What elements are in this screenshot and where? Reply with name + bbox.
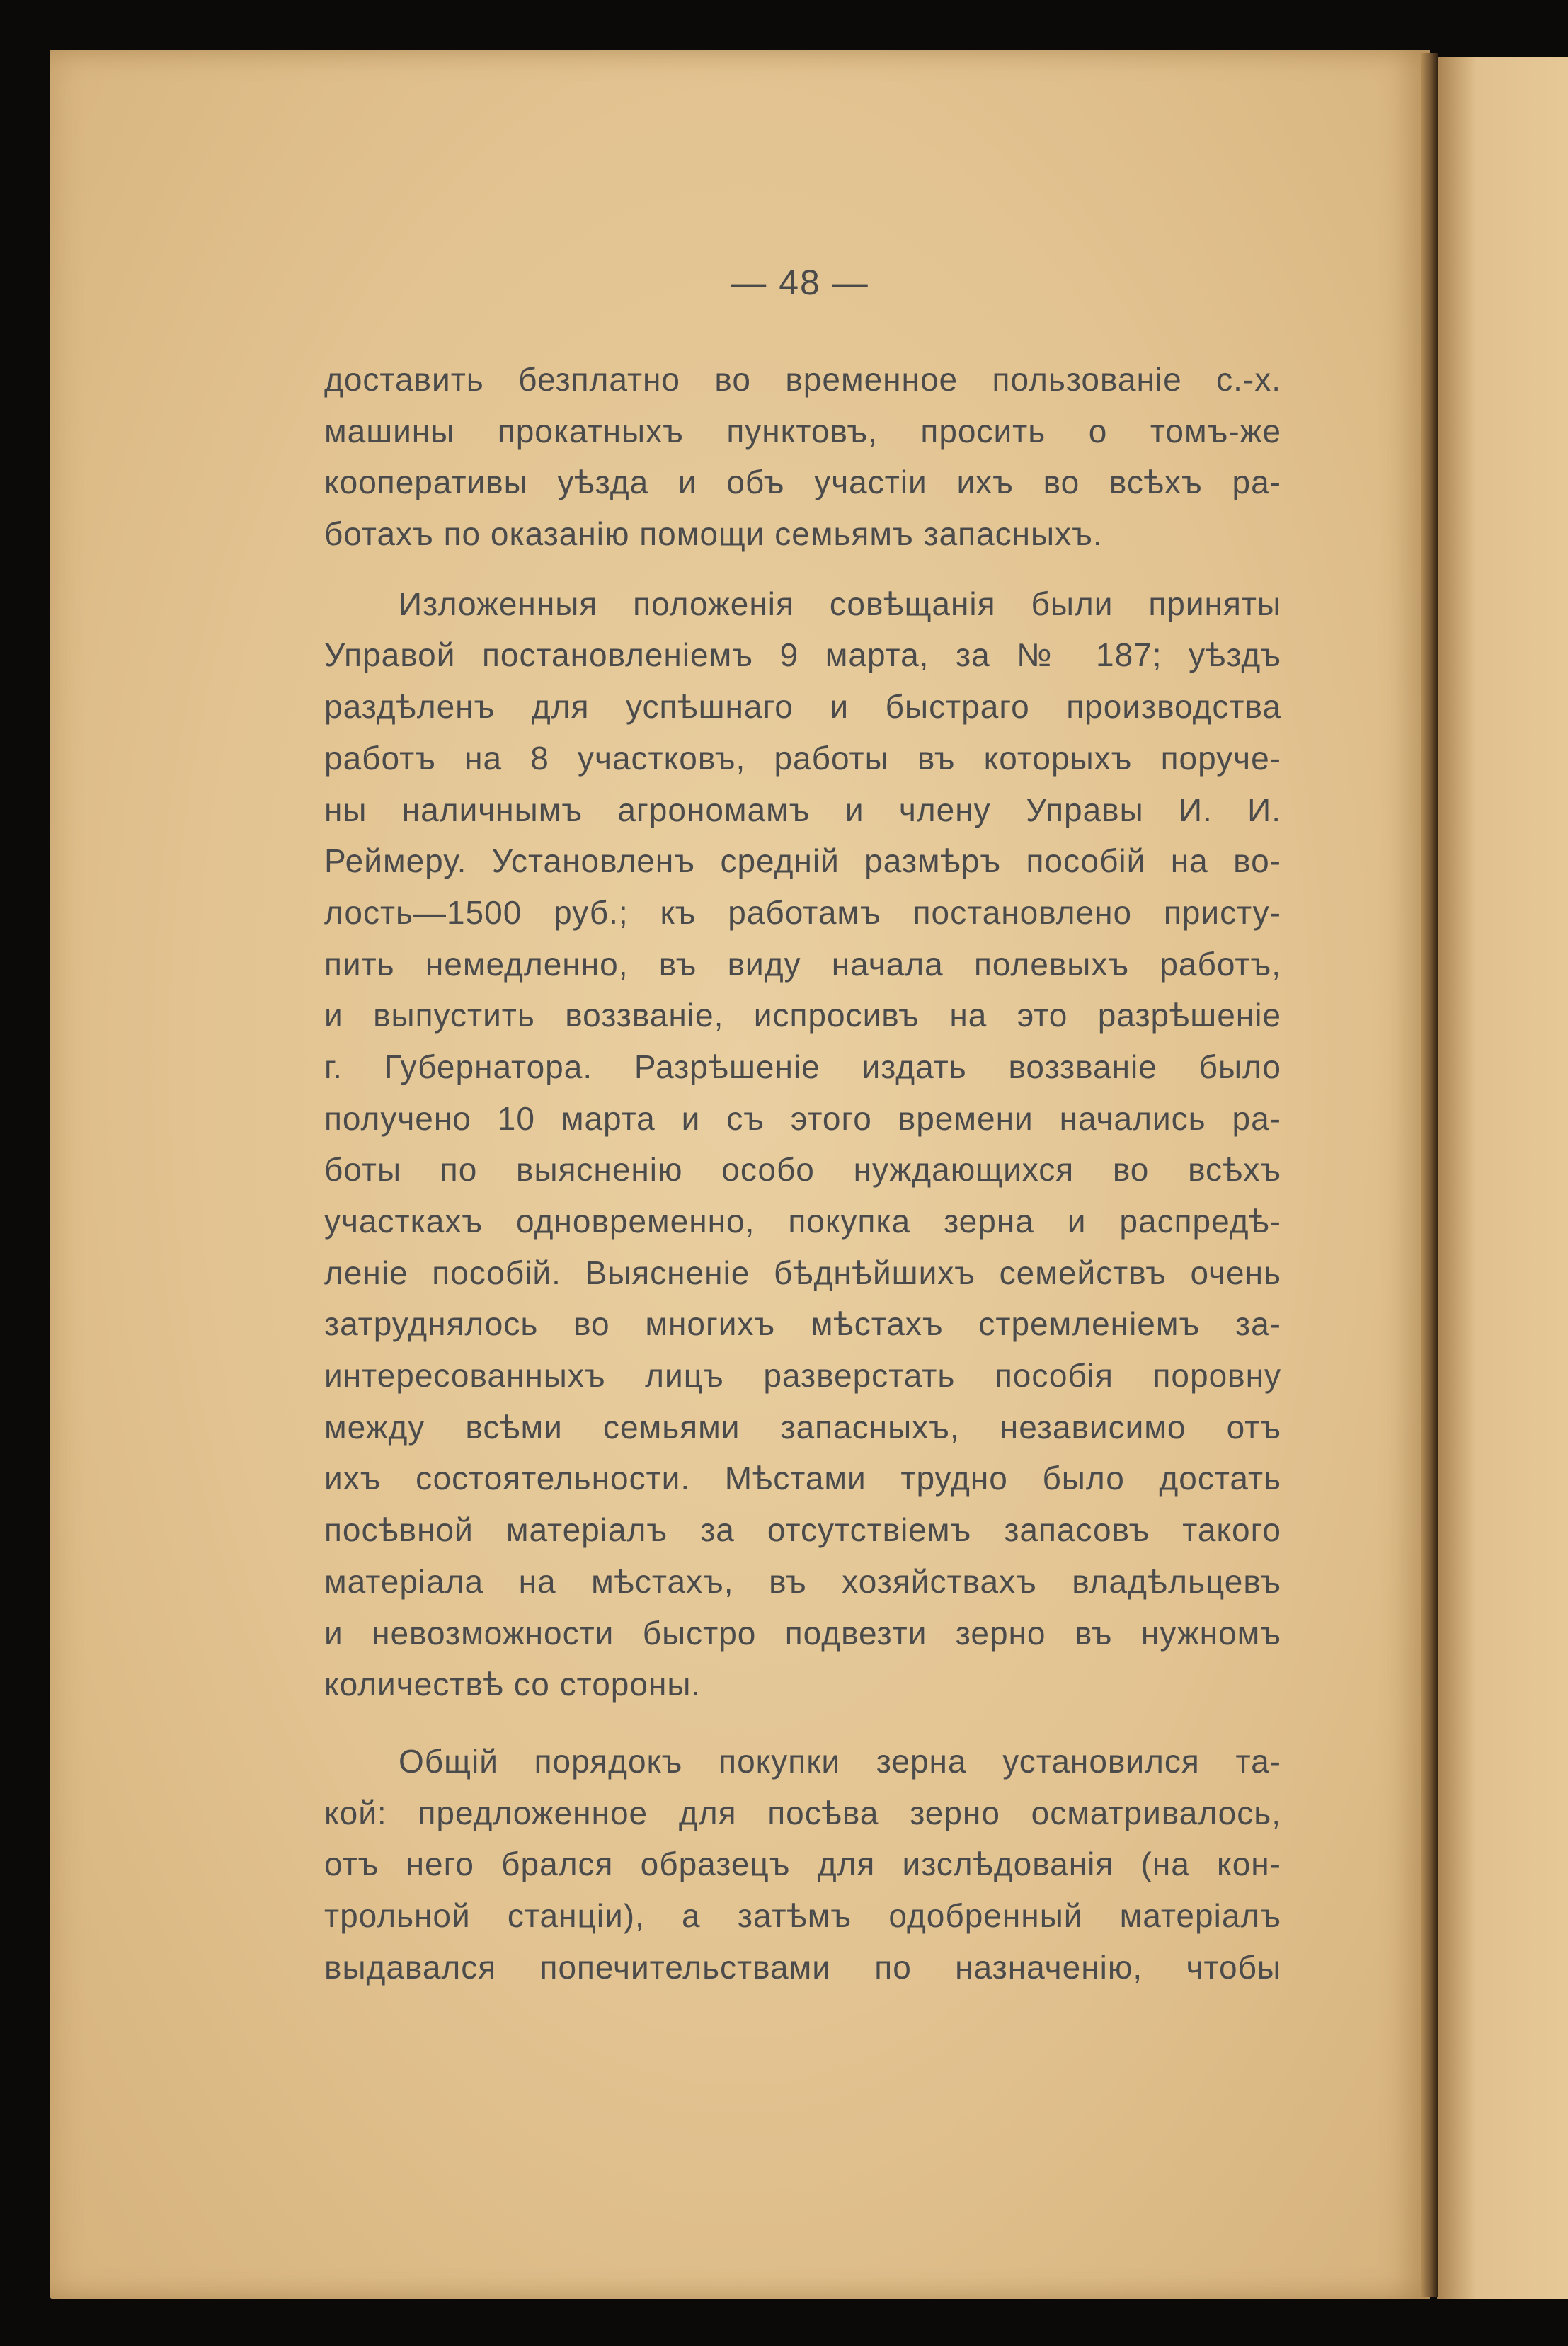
text-line: посѣвной матеріалъ за отсутствіемъ запасовъ такого xyxy=(324,1511,1281,1549)
text-line: трольной станціи), а затѣмъ одобренный матеріалъ xyxy=(324,1896,1281,1934)
page-gutter-shadow xyxy=(1421,53,1438,2297)
text-line: количествѣ со стороны. xyxy=(324,1666,702,1703)
paragraph-2 xyxy=(324,578,1281,1710)
text-line: леніе пособій. Выясненіе бѣднѣйшихъ семействъ очень xyxy=(324,1254,1281,1291)
page-number: — 48 — xyxy=(731,263,869,302)
text-line: и невозможности быстро подвезти зерно въ нужномъ xyxy=(324,1614,1281,1652)
text-line: пить немедленно, въ виду начала полевыхъ работъ, xyxy=(324,945,1281,983)
text-line: боты по выясненію особо нуждающихся во всѣхъ xyxy=(324,1151,1281,1189)
text-line: машины прокатныхъ пунктовъ, просить о томъ-же xyxy=(324,412,1281,450)
text-line: доставить безплатно во временное пользованіе с.-х. xyxy=(324,361,1281,398)
text-line: г. Губернатора. Разрѣшеніе издать воззваніе было xyxy=(324,1048,1281,1085)
next-page-edge xyxy=(1437,57,1568,2299)
text-line: лость—1500 руб.; къ работамъ постановлено присту- xyxy=(324,893,1281,931)
text-line: матеріала на мѣстахъ, въ хозяйствахъ владѣльцевъ xyxy=(324,1562,1281,1600)
text-line: Управой постановленіемъ 9 марта, за № 187; уѣздъ xyxy=(324,636,1281,674)
text-line: между всѣми семьями запасныхъ, независимо отъ xyxy=(324,1408,1281,1446)
body-text xyxy=(324,354,1281,1993)
text-line: затруднялось во многихъ мѣстахъ стремленіемъ за- xyxy=(324,1305,1281,1343)
text-line: Реймеру. Установленъ средній размѣръ пособій на во- xyxy=(324,842,1281,880)
text-line: и выпустить воззваніе, испросивъ на это разрѣшеніе xyxy=(324,997,1281,1034)
text-line: Изложенныя положенія совѣщанія были приняты xyxy=(399,585,1281,622)
text-line: отъ него брался образецъ для изслѣдованія (на кон- xyxy=(324,1846,1281,1883)
text-line: выдавался попечительствами по назначенію, чтобы xyxy=(324,1948,1281,1986)
text-line: кооперативы уѣзда и объ участіи ихъ во всѣхъ ра- xyxy=(324,464,1281,501)
text-line: раздѣленъ для успѣшнаго и быстраго производства xyxy=(324,688,1281,726)
text-line: работъ на 8 участковъ, работы въ которыхъ поруче- xyxy=(324,739,1281,777)
text-line: интересованныхъ лицъ разверстать пособія поровну xyxy=(324,1357,1281,1395)
text-line: ботахъ по оказанію помощи семьямъ запасныхъ. xyxy=(324,515,1103,553)
text-line: Общій порядокъ покупки зерна установился та- xyxy=(399,1742,1281,1780)
paragraph-1 xyxy=(324,354,1281,560)
text-line: участкахъ одновременно, покупка зерна и распредѣ- xyxy=(324,1203,1281,1240)
text-line: ны наличнымъ агрономамъ и члену Управы И. И. xyxy=(324,791,1281,828)
text-line: получено 10 марта и съ этого времени начались ра- xyxy=(324,1099,1281,1137)
paragraph-3 xyxy=(324,1736,1281,1993)
text-line: кой: предложенное для посѣва зерно осматривалось, xyxy=(324,1794,1281,1831)
text-line: ихъ состоятельности. Мѣстами трудно было достать xyxy=(324,1460,1281,1497)
